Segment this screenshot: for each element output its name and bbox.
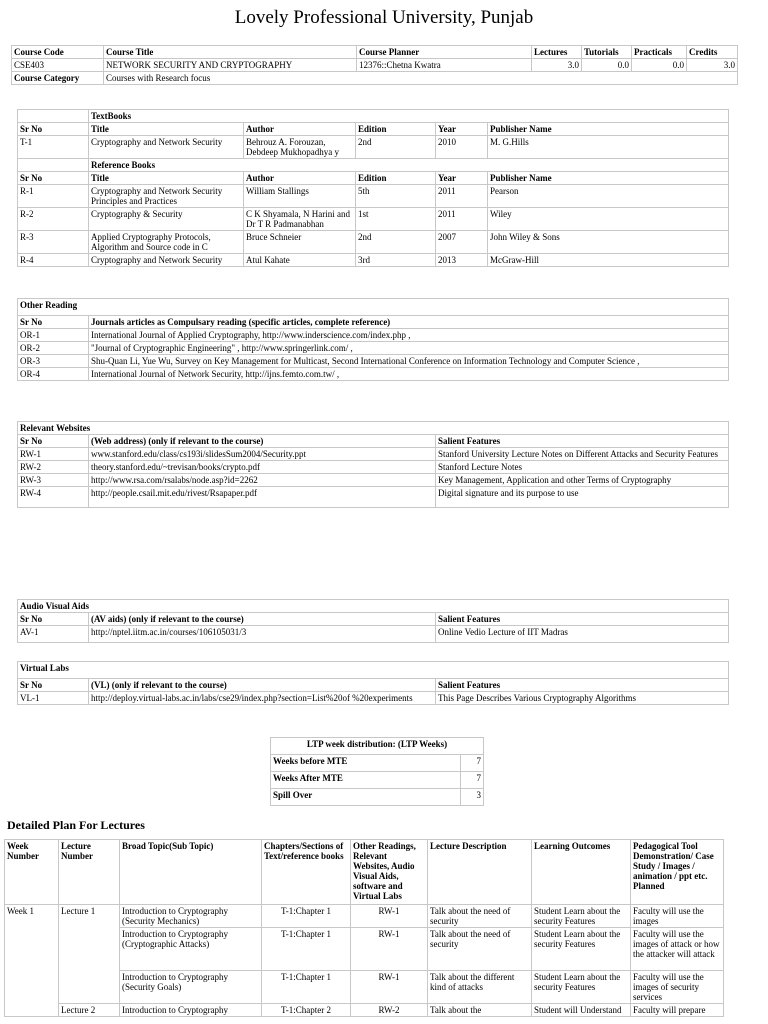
or-srno: OR-4 [18,368,89,381]
reading-cell: RW-2 [351,1004,428,1017]
sr-no-header: Sr No [18,613,89,626]
edition-header: Edition [356,172,436,185]
reference-section-title: Reference Books [89,159,729,172]
ref-title: Cryptography & Security [89,208,244,231]
ref-publisher: John Wiley & Sons [488,231,729,254]
topic-cell: Introduction to Cryptography (Security Goals) [120,971,262,1004]
course-table [11,45,738,85]
websites-header-row [18,435,729,448]
course-planner: 12376::Chetna Kwatra [357,59,532,72]
ltp-heading: LTP week distribution: (LTP Weeks) [271,738,484,755]
other-reading-section-row [18,299,729,316]
plan-heading: Detailed Plan For Lectures [7,818,145,832]
lecture-header: Lecture Number [59,840,120,905]
av-link[interactable]: http://nptel.iitm.ac.in/courses/106105031/3 [89,626,436,643]
vl-table [17,661,729,705]
salient-header: Salient Features [436,435,729,448]
ltp-heading-row [271,738,484,755]
lecture-cell: Lecture 1 [59,905,120,1004]
description-cell: Talk about the need of security [428,928,532,971]
or-text: "Journal of Cryptographic Engineering" , http://www.springerlink.com/ , [89,342,729,355]
chapter-cell: T-1:Chapter 1 [262,905,351,928]
course-code-header: Course Code [12,46,104,59]
table-row [18,626,729,643]
ltp-value: 7 [461,772,484,789]
av-title: Audio Visual Aids [18,600,729,613]
ref-edition: 2nd [356,231,436,254]
vl-section-row [18,662,729,679]
edition-header: Edition [356,123,436,136]
ref-author: C K Shyamala, N Harini and Dr T R Padmanabhan [244,208,356,231]
av-section-row [18,600,729,613]
rw-srno: RW-1 [18,448,89,461]
chapter-cell: T-1:Chapter 1 [262,971,351,1004]
course-category-label: Course Category [12,72,104,85]
course-title-header: Course Title [104,46,357,59]
lecture-cell: Lecture 2 [59,1004,120,1017]
table-row [18,342,729,355]
sr-no-header: Sr No [18,679,89,692]
av-srno: AV-1 [18,626,89,643]
rw-feature: Stanford University Lecture Notes on Different Attacks and Security Features [436,448,729,461]
course-category-row [12,72,738,85]
or-text: Shu-Quan Li, Yue Wu, Survey on Key Management for Multicast, Second International Conference on Information Technology and Computer Science , [89,355,729,368]
reference-spacer [18,159,89,172]
ref-year: 2013 [436,254,488,267]
ref-publisher: Wiley [488,208,729,231]
rw-feature: Digital signature and its purpose to use [436,487,729,508]
vl-title: Virtual Labs [18,662,729,679]
pedagogy-cell: Faculty will use the images [631,905,724,928]
rw-link[interactable]: theory.stanford.edu/~trevisan/books/crypto.pdf [89,461,436,474]
pedagogy-header: Pedagogical Tool Demonstration/ Case Study / Images / animation / ppt etc. Planned [631,840,724,905]
topic-header: Broad Topic(Sub Topic) [120,840,262,905]
table-row [18,474,729,487]
rw-srno: RW-2 [18,461,89,474]
or-text: International Journal of Applied Cryptography, http://www.inderscience.com/index.php , [89,329,729,342]
table-row [271,755,484,772]
ref-srno: R-3 [18,231,89,254]
rw-srno: RW-4 [18,487,89,508]
journals-header: Journals articles as Compulsary reading (specific articles, complete reference) [89,316,729,329]
ref-srno: R-2 [18,208,89,231]
ref-title: Applied Cryptography Protocols, Algorithm and Source code in C [89,231,244,254]
practicals-value: 0.0 [632,59,687,72]
chapter-cell: T-1:Chapter 1 [262,928,351,971]
reading-cell: RW-1 [351,971,428,1004]
ref-year: 2011 [436,208,488,231]
title-header: Title [89,172,244,185]
outcomes-header: Learning Outcomes [532,840,631,905]
plan-header-row [5,840,724,905]
description-header: Lecture Description [428,840,532,905]
table-row [271,789,484,806]
chapters-header: Chapters/Sections of Text/reference books [262,840,351,905]
ltp-table [270,737,484,806]
vl-header: (VL) (only if relevant to the course) [89,679,436,692]
or-srno: OR-1 [18,329,89,342]
textbooks-spacer [18,110,89,123]
ref-year: 2011 [436,185,488,208]
ref-edition: 3rd [356,254,436,267]
week-header: Week Number [5,840,59,905]
table-row [18,355,729,368]
outcome-cell: Student Learn about the security Features [532,905,631,928]
textbook-year: 2010 [436,136,488,159]
web-address-header: (Web address) (only if relevant to the course) [89,435,436,448]
course-header-row [12,46,738,59]
description-cell: Talk about the need of security [428,905,532,928]
rw-srno: RW-3 [18,474,89,487]
practicals-header: Practicals [632,46,687,59]
websites-section-row [18,422,729,435]
ref-title: Cryptography and Network Security [89,254,244,267]
reference-header-row [18,172,729,185]
av-feature: Online Vedio Lecture of IIT Madras [436,626,729,643]
ltp-label: Weeks After MTE [271,772,461,789]
rw-feature: Key Management, Application and other Terms of Cryptography [436,474,729,487]
table-row [18,329,729,342]
outcome-cell: Student Learn about the security Features [532,928,631,971]
ref-author: Bruce Schneier [244,231,356,254]
ref-edition: 5th [356,185,436,208]
reading-cell: RW-1 [351,928,428,971]
av-header-row [18,613,729,626]
av-table [17,599,729,643]
textbook-author: Behrouz A. Forouzan, Debdeep Mukhopadhya y [244,136,356,159]
textbooks-header-row [18,123,729,136]
textbooks-section-title: TextBooks [89,110,729,123]
table-row [18,448,729,461]
vl-srno: VL-1 [18,692,89,705]
ref-author: Atul Kahate [244,254,356,267]
ltp-value: 3 [461,789,484,806]
course-value-row [12,59,738,72]
ref-edition: 1st [356,208,436,231]
publisher-header: Publisher Name [488,123,729,136]
title-header: Title [89,123,244,136]
tutorials-header: Tutorials [582,46,632,59]
reading-cell: RW-1 [351,905,428,928]
table-row [18,185,729,208]
description-cell: Talk about the different kind of attacks [428,971,532,1004]
ltp-label: Spill Over [271,789,461,806]
credits-value: 3.0 [687,59,738,72]
ref-author: William Stallings [244,185,356,208]
rw-link[interactable]: http://www.rsa.com/rsalabs/node.asp?id=2262 [89,474,436,487]
table-row [18,487,729,508]
sr-no-header: Sr No [18,123,89,136]
chapter-cell: T-1:Chapter 2 [262,1004,351,1017]
ref-publisher: McGraw-Hill [488,254,729,267]
textbooks-section-row [18,110,729,123]
vl-link[interactable]: http://deploy.virtual-labs.ac.in/labs/cse29/index.php?section=List%20of %20experiments [89,692,436,705]
pedagogy-cell: Faculty will use the images of security services [631,971,724,1004]
rw-link[interactable]: www.stanford.edu/class/cs193i/slidesSum2004/Security.ppt [89,448,436,461]
rw-link[interactable]: http://people.csail.mit.edu/rivest/Rsapaper.pdf [89,487,436,508]
week-cell: Week 1 [5,905,59,1017]
publisher-header: Publisher Name [488,172,729,185]
topic-cell: Introduction to Cryptography (Security Mechanics) [120,905,262,928]
credits-header: Credits [687,46,738,59]
websites-table [17,421,729,508]
lectures-header: Lectures [532,46,582,59]
table-row [18,208,729,231]
textbook-publisher: M. G.Hills [488,136,729,159]
ref-srno: R-4 [18,254,89,267]
table-row [18,136,729,159]
textbook-title: Cryptography and Network Security [89,136,244,159]
course-title: NETWORK SECURITY AND CRYPTOGRAPHY [104,59,357,72]
table-row [5,1004,724,1017]
author-header: Author [244,123,356,136]
description-cell: Talk about the [428,1004,532,1017]
table-row [18,461,729,474]
outcome-cell: Student will Understand [532,1004,631,1017]
or-srno: OR-2 [18,342,89,355]
or-srno: OR-3 [18,355,89,368]
table-row [18,692,729,705]
ref-publisher: Pearson [488,185,729,208]
lectures-value: 3.0 [532,59,582,72]
rw-feature: Stanford Lecture Notes [436,461,729,474]
course-category-value: Courses with Research focus [104,72,738,85]
salient-header: Salient Features [436,679,729,692]
table-row [271,772,484,789]
tutorials-value: 0.0 [582,59,632,72]
ref-title: Cryptography and Network Security Principles and Practices [89,185,244,208]
other-reading-header-row [18,316,729,329]
other-reading-table [17,298,729,381]
year-header: Year [436,123,488,136]
course-code: CSE403 [12,59,104,72]
pedagogy-cell: Faculty will use the images of attack or how the attacker will attack [631,928,724,971]
vl-feature: This Page Describes Various Cryptography Algorithms [436,692,729,705]
author-header: Author [244,172,356,185]
sr-no-header: Sr No [18,435,89,448]
textbook-edition: 2nd [356,136,436,159]
reference-section-row [18,159,729,172]
ref-srno: R-1 [18,185,89,208]
sr-no-header: Sr No [18,172,89,185]
outcome-cell: Student Learn about the security Features [532,971,631,1004]
books-table [17,109,729,267]
sr-no-header: Sr No [18,316,89,329]
table-row [18,368,729,381]
topic-cell: Introduction to Cryptography (Cryptographic Attacks) [120,928,262,971]
websites-title: Relevant Websites [18,422,729,435]
pedagogy-cell: Faculty will prepare [631,1004,724,1017]
year-header: Year [436,172,488,185]
av-aids-header: (AV aids) (only if relevant to the course) [89,613,436,626]
course-planner-header: Course Planner [357,46,532,59]
textbook-srno: T-1 [18,136,89,159]
page-title: Lovely Professional University, Punjab [234,7,534,28]
other-reading-title: Other Reading [18,299,729,316]
salient-header: Salient Features [436,613,729,626]
vl-header-row [18,679,729,692]
plan-table [4,839,724,1017]
ltp-value: 7 [461,755,484,772]
ltp-label: Weeks before MTE [271,755,461,772]
topic-cell: Introduction to Cryptography [120,1004,262,1017]
table-row [5,905,724,928]
readings-header: Other Readings, Relevant Websites, Audio Visual Aids, software and Virtual Labs [351,840,428,905]
table-row [18,231,729,254]
or-text: International Journal of Network Security, http://ijns.femto.com.tw/ , [89,368,729,381]
table-row [18,254,729,267]
ref-year: 2007 [436,231,488,254]
